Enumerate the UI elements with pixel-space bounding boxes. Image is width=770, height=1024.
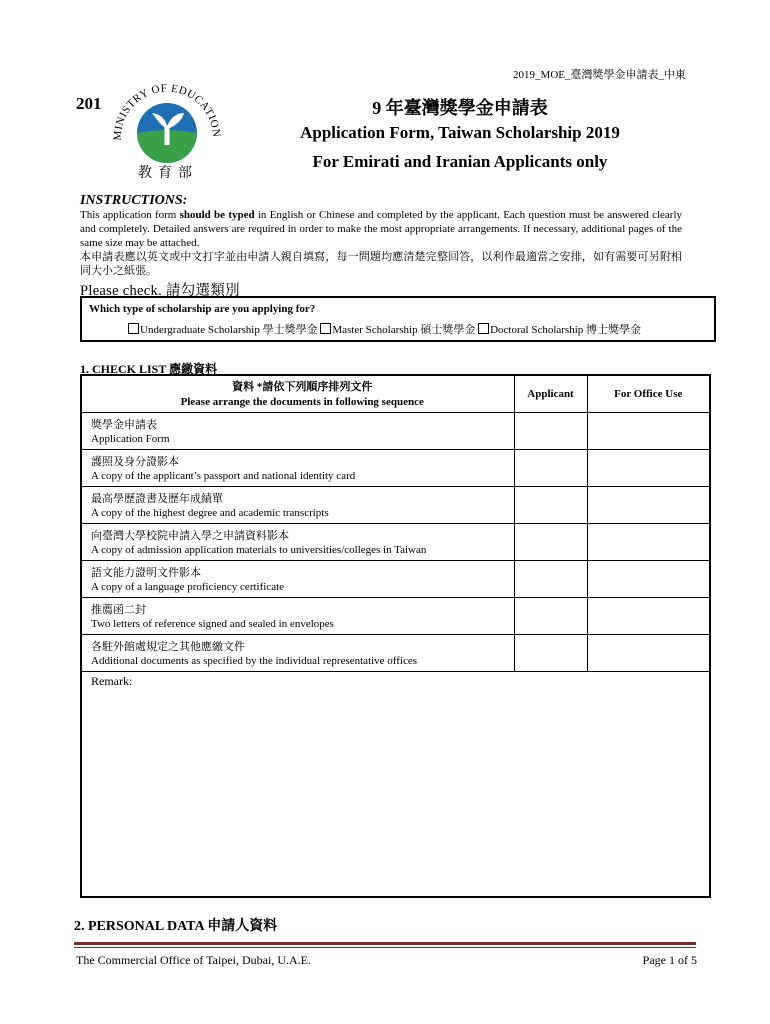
page-number: Page 1 of 5: [642, 953, 697, 967]
scholarship-type-box: [80, 296, 716, 342]
doctoral-option[interactable]: [478, 324, 641, 336]
document-en: A copy of the applicant’s passport and national identity card: [91, 469, 356, 482]
ministry-of-education-logo: [108, 83, 228, 183]
document-cell: [81, 486, 514, 523]
title-english: Application Form, Taiwan Scholarship 2019: [300, 123, 620, 142]
applicant-check-cell[interactable]: [514, 560, 587, 597]
doctoral-checkbox[interactable]: [478, 323, 489, 334]
office-use-cell[interactable]: [587, 634, 710, 671]
scholarship-question: Which type of scholarship are you applying for?: [89, 303, 316, 315]
document-zh: 語文能力證明文件影本: [91, 566, 201, 579]
office-use-cell[interactable]: [587, 486, 710, 523]
undergraduate-checkbox[interactable]: [128, 323, 139, 334]
table-row: [81, 634, 710, 671]
table-row: [81, 449, 710, 486]
table-row: [81, 523, 710, 560]
checklist-header-documents: [81, 375, 514, 412]
office-use-cell[interactable]: [587, 560, 710, 597]
footer-office: The Commercial Office of Taipei, Dubai, U.A.E.: [76, 953, 311, 967]
document-cell: [81, 597, 514, 634]
checklist-table: [80, 374, 711, 898]
footer-rule-thick: [74, 942, 696, 945]
document-cell: [81, 560, 514, 597]
office-use-cell[interactable]: [587, 449, 710, 486]
document-zh: 獎學金申請表: [91, 418, 157, 431]
undergraduate-label: Undergraduate Scholarship 學士獎學金: [140, 324, 318, 336]
document-cell: [81, 523, 514, 560]
logo-arc-text: MINISTRY OF EDUCATION: [111, 83, 223, 141]
document-zh: 向臺灣大學校院申請入學之申請資料影本: [91, 529, 289, 542]
instructions-text-post: in English or Chinese and completed by the applicant. Each question must be answered clearly and completely. Detailed answers are required in order to make the most appropriate arrangements. If necessary, additional pages of the same size may be attached.: [80, 209, 682, 249]
applicant-check-cell[interactable]: [514, 634, 587, 671]
checklist-header-row: [81, 375, 710, 412]
footer-rule-thin: [74, 947, 696, 948]
title-subtitle: For Emirati and Iranian Applicants only: [312, 152, 608, 171]
table-row: [81, 486, 710, 523]
document-cell: [81, 412, 514, 449]
document-cell: [81, 634, 514, 671]
applicant-check-cell[interactable]: [514, 523, 587, 560]
document-en: Application Form: [91, 432, 170, 445]
personal-data-heading: 2. PERSONAL DATA 申請人資料: [74, 919, 278, 934]
document-en: A copy of the highest degree and academic transcripts: [91, 506, 329, 519]
applicant-check-cell[interactable]: [514, 486, 587, 523]
master-option[interactable]: [320, 324, 475, 336]
remark-field[interactable]: [81, 671, 710, 897]
office-use-cell[interactable]: [587, 523, 710, 560]
title-chinese: 9 年臺灣獎學金申請表: [372, 98, 548, 118]
logo-chars: 教育部: [138, 165, 198, 181]
doctoral-label: Doctoral Scholarship 博士獎學金: [490, 324, 642, 336]
instructions-text: [80, 208, 682, 278]
remark-row: [81, 671, 710, 897]
table-row: [81, 412, 710, 449]
document-cell: [81, 449, 514, 486]
document-zh: 各駐外館處規定之其他應繳文件: [91, 640, 245, 653]
master-label: Master Scholarship 碩士獎學金: [332, 324, 476, 336]
table-row: [81, 560, 710, 597]
year-fragment: 201: [76, 94, 102, 113]
applicant-column-header: Applicant: [514, 375, 587, 412]
undergraduate-option[interactable]: [128, 324, 318, 336]
master-checkbox[interactable]: [320, 323, 331, 334]
instructions-text-chinese: 本申請表應以英文或中文打字並由申請人親自填寫，每一問題均應清楚完整回答，以利作最適當之安排，如有需要可另附相同大小之紙張。: [80, 251, 682, 277]
scholarship-options: [128, 321, 641, 337]
table-row: [81, 597, 710, 634]
office-use-cell[interactable]: [587, 597, 710, 634]
instructions-text-pre: This application form: [80, 209, 180, 221]
office-use-cell[interactable]: [587, 412, 710, 449]
document-zh: 推薦函二封: [91, 603, 146, 616]
applicant-check-cell[interactable]: [514, 597, 587, 634]
document-en: Two letters of reference signed and sealed in envelopes: [91, 617, 334, 630]
document-en: A copy of a language proficiency certificate: [91, 580, 285, 593]
instructions-heading: INSTRUCTIONS:: [80, 193, 188, 208]
document-zh: 最高學歷證書及歷年成績單: [91, 492, 223, 505]
document-en: Additional documents as specified by the individual representative offices: [91, 654, 418, 667]
checklist-heading: 1. CHECK LIST 應繳資料: [80, 362, 218, 376]
instructions-text-bold: should be typed: [179, 209, 255, 221]
office-use-column-header: For Office Use: [587, 375, 710, 412]
applicant-check-cell[interactable]: [514, 412, 587, 449]
remark-label: Remark:: [91, 673, 133, 688]
please-check-label: Please check. 請勾選類別: [80, 283, 240, 299]
document-reference: 2019_MOE_臺灣獎學金申請表_中東: [513, 69, 686, 81]
document-zh: 護照及身分證影本: [91, 455, 179, 468]
applicant-check-cell[interactable]: [514, 449, 587, 486]
checklist-header-en: Please arrange the documents in following sequence: [180, 396, 424, 408]
checklist-header-zh: 資料 *請依下列順序排列文件: [232, 381, 373, 393]
document-en: A copy of admission application materials to universities/colleges in Taiwan: [91, 543, 427, 556]
